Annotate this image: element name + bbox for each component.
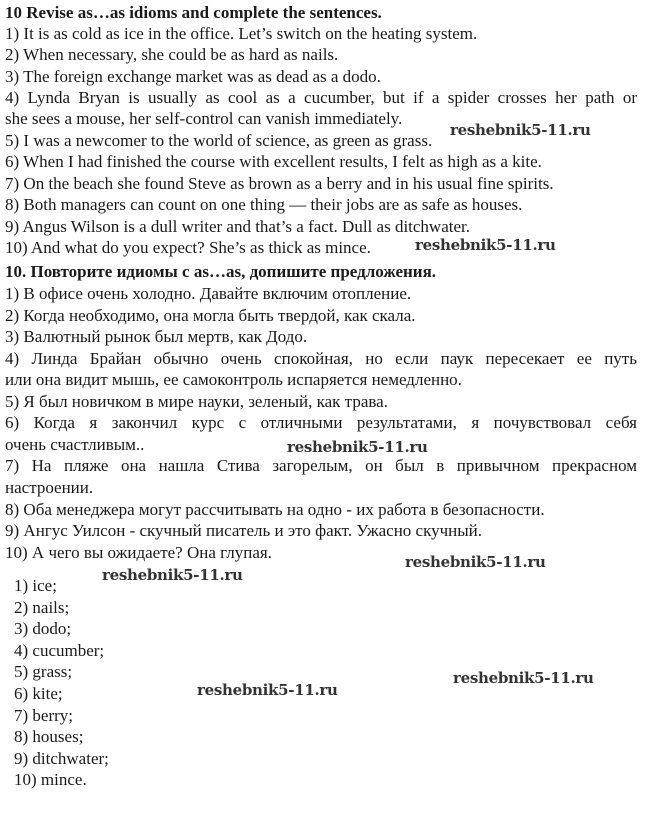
english-sentence: 1) It is as cold as ice in the office. Let’s switch on the heating system. [5,24,478,43]
russian-sentence: 9) Ангус Уилсон - скучный писатель и это факт. Ужасно скучный. [5,521,483,540]
answer-item: 2) nails; [14,597,70,617]
english-sentence: 2) When necessary, she could be as hard as nails. [5,45,339,64]
russian-sentence: 4) Линда Брайан обычно очень спокойная, но если паук пересекает ее путь [5,349,637,368]
answer-item: 9) ditchwater; [14,748,109,768]
russian-sentence: 10) А чего вы ожидаете? Она глупая. [5,543,272,562]
russian-sentence: 6) Когда я закончил курс с отличными результатами, я почувствовал себя [5,413,637,432]
english-sentence: 8) Both managers can count on one thing — their jobs are as safe as houses. [5,195,523,214]
russian-sentence: настроении. [5,478,94,497]
english-sentence: 3) The foreign exchange market was as dead as a dodo. [5,67,381,86]
answer-item: 3) dodo; [14,619,72,639]
english-sentence: 7) On the beach she found Steve as brown as a berry and in his usual fine spirits. [5,174,554,193]
answer-item: 7) berry; [14,705,74,725]
russian-sentence: очень счастливым.. [5,435,145,454]
russian-sentence: 8) Оба менеджера могут рассчитывать на одно - их работа в безопасности. [5,500,545,519]
english-sentence: she sees a mouse, her self-control can vanish immediately. [5,109,403,128]
russian-sentence: 2) Когда необходимо, она могла быть твердой, как скала. [5,306,416,325]
watermark: reshebnik5-11.ru [453,669,594,687]
watermark: reshebnik5-11.ru [405,553,546,571]
watermark: reshebnik5-11.ru [102,566,243,584]
answer-item: 1) ice; [14,576,57,595]
answer-item: 10) mince. [14,770,87,790]
russian-heading: 10. Повторите идиомы с as…as, допишите предложения. [5,262,437,281]
russian-sentence: 7) На пляже она нашла Стива загорелым, он был в привычном прекрасном [5,456,637,475]
english-sentence: 6) When I had finished the course with excellent results, I felt as high as a kite. [5,152,542,171]
english-heading: 10 Revise as…as idioms and complete the sentences. [5,3,382,22]
answer-item: 8) houses; [14,727,84,747]
watermark: reshebnik5-11.ru [287,438,428,456]
answer-item: 6) kite; [14,684,63,703]
russian-sentence: 1) В офисе очень холодно. Давайте включим отопление. [5,284,412,303]
answer-item: 5) grass; [14,662,73,682]
english-sentence: 4) Lynda Bryan is usually as cool as a cucumber, but if a spider crosses her path or [5,88,637,107]
russian-sentence: 3) Валютный рынок был мертв, как Додо. [5,327,308,346]
english-sentence: 10) And what do you expect? She’s as thick as mince. [5,238,371,257]
answer-item: 4) cucumber; [14,640,105,660]
watermark: reshebnik5-11.ru [415,236,556,254]
watermark: reshebnik5-11.ru [450,121,591,139]
english-sentence: 5) I was a newcomer to the world of science, as green as grass. [5,131,433,150]
watermark: reshebnik5-11.ru [197,681,338,699]
russian-sentence: 5) Я был новичком в мире науки, зеленый, как трава. [5,392,388,411]
english-sentence: 9) Angus Wilson is a dull writer and that’s a fact. Dull as ditchwater. [5,217,470,236]
russian-sentence: или она видит мышь, ее самоконтроль испаряется немедленно. [5,370,462,389]
